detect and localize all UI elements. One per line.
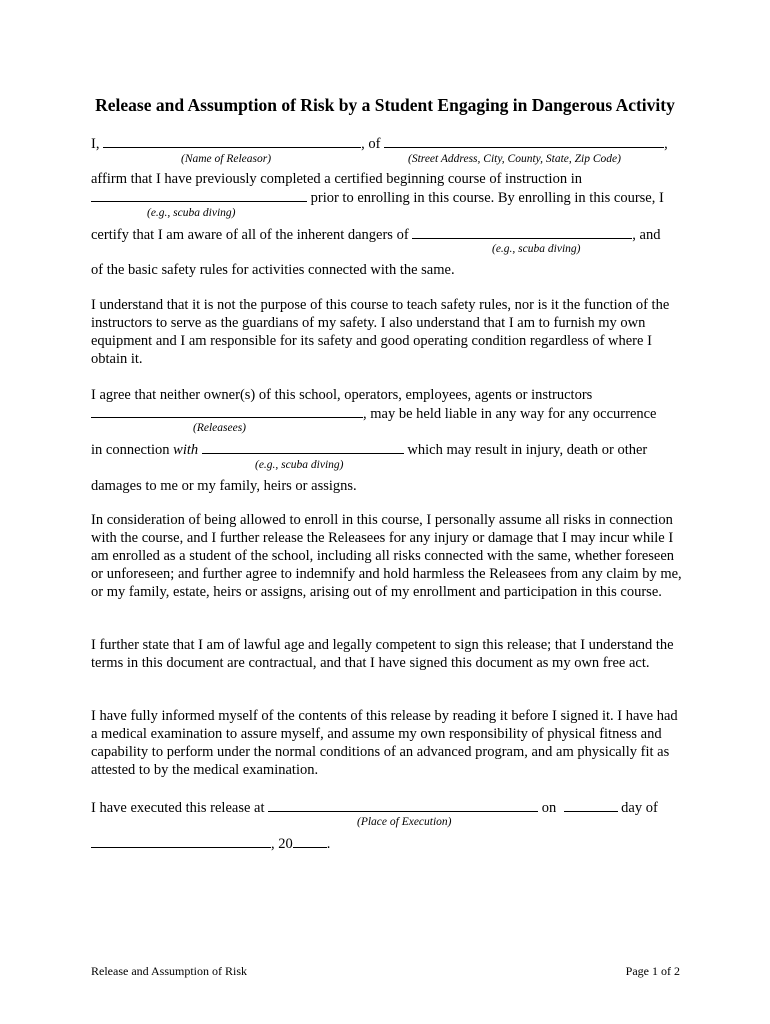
course-line bbox=[91, 188, 664, 207]
execution-on: on bbox=[538, 800, 560, 816]
connection-suffix: which may result in injury, death or other bbox=[403, 442, 648, 458]
releasor-name-blank[interactable] bbox=[103, 134, 361, 148]
paragraph-informed: I have fully informed myself of the contents of this release by reading it before I signed it. I have had a medical examination to assure myself, and assume my own responsibility of physical fitness and capability to perform under the normal conditions of an advanced program, and am physically fit as attested to by the medical examination. bbox=[91, 708, 678, 778]
releasees-blank[interactable] bbox=[91, 404, 363, 418]
dangers-suffix: , and bbox=[632, 227, 661, 243]
releasees-line-text: , may be held liable in any way for any occurrence bbox=[363, 406, 657, 422]
activity-connection-blank[interactable] bbox=[202, 440, 404, 454]
connection-with: with bbox=[173, 442, 199, 458]
caption-place-of-execution: (Place of Execution) bbox=[357, 816, 452, 828]
caption-releasees: (Releasees) bbox=[193, 422, 246, 434]
releasor-of: , of bbox=[361, 136, 381, 152]
footer-title: Release and Assumption of Risk bbox=[91, 964, 247, 978]
year-prefix: , 20 bbox=[271, 836, 293, 852]
releasor-line bbox=[91, 134, 668, 153]
damages-line: damages to me or my family, heirs or assigns. bbox=[91, 478, 357, 494]
caption-scuba-3: (e.g., scuba diving) bbox=[255, 459, 344, 471]
dangers-prefix: certify that I am aware of all of the inherent dangers of bbox=[91, 227, 409, 243]
connection-line bbox=[91, 440, 647, 459]
date-end: . bbox=[326, 836, 331, 852]
paragraph-purpose: I understand that it is not the purpose of this course to teach safety rules, nor is it the function of the instructors to serve as the guardians of my safety. I also understand that I am to furnish my own equipment and I am responsible for its safety and good operating condition regardless of where I obtain it. bbox=[91, 297, 670, 367]
place-of-execution-blank[interactable] bbox=[268, 798, 538, 812]
activity-dangers-blank[interactable] bbox=[412, 225, 632, 239]
releasor-prefix: I, bbox=[91, 136, 100, 152]
month-blank[interactable] bbox=[91, 834, 271, 848]
releasor-address-blank[interactable] bbox=[384, 134, 664, 148]
paragraph-lawful-age: I further state that I am of lawful age and legally competent to sign this release; that I understand the terms in this document are contractual, and that I have signed this document as my own free act. bbox=[91, 637, 674, 671]
agree-line: I agree that neither owner(s) of this school, operators, employees, agents or instructors bbox=[91, 387, 593, 403]
affirm-line: affirm that I have previously completed a certified beginning course of instruction in bbox=[91, 171, 582, 187]
caption-scuba-1: (e.g., scuba diving) bbox=[147, 207, 236, 219]
prior-course-blank[interactable] bbox=[91, 188, 307, 202]
safety-rules-line: of the basic safety rules for activities connected with the same. bbox=[91, 262, 455, 278]
releasees-line bbox=[91, 404, 657, 423]
paragraph-consideration: In consideration of being allowed to enroll in this course, I personally assume all risks in connection with the course, and I further release the Releasees for any injury or damage that I may incur while I am enrolled as a student of the school, including all risks connected with the same, whether foreseen or unforeseen; and further agree to indemnify and hold harmless the Releasees from any claim by me, or my family, estate, heirs or assigns, arising out of my enrollment and participation in this course. bbox=[91, 512, 682, 600]
year-blank[interactable] bbox=[293, 834, 327, 848]
execution-day-of: day of bbox=[617, 800, 658, 816]
caption-name-of-releasor: (Name of Releasor) bbox=[181, 153, 272, 165]
connection-prefix: in connection bbox=[91, 442, 170, 458]
date-line bbox=[91, 834, 330, 853]
course-line-text: prior to enrolling in this course. By enrolling in this course, I bbox=[307, 190, 664, 206]
day-blank[interactable] bbox=[564, 798, 618, 812]
page-number: Page 1 of 2 bbox=[625, 964, 680, 978]
execution-prefix: I have executed this release at bbox=[91, 800, 265, 816]
caption-scuba-2: (e.g., scuba diving) bbox=[492, 243, 581, 255]
releasor-suffix: , bbox=[664, 136, 668, 152]
caption-address: (Street Address, City, County, State, Zip Code) bbox=[408, 153, 621, 165]
document-title: Release and Assumption of Risk by a Student Engaging in Dangerous Activity bbox=[95, 95, 675, 115]
